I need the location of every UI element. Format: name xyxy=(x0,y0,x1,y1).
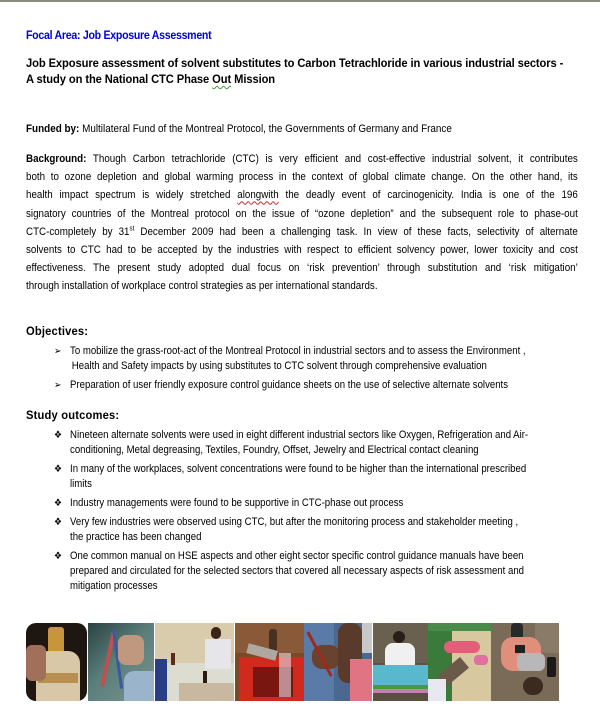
background-paragraph xyxy=(26,150,578,296)
background-text: Though Carbon tetrachloride (CTC) is very efficient and cost-effective industrial solvent, it contributes xyxy=(86,153,578,165)
list-item-text: the practice has been changed xyxy=(70,531,202,543)
background-line xyxy=(26,186,578,204)
background-line: through installation of workplace control strategies as per international standards. xyxy=(26,280,378,293)
list-item-text: limits xyxy=(70,478,92,490)
hand-brush-textile-photo xyxy=(304,623,372,701)
background-line: signatory countries of the Montreal protocol on the issue of “ozone depletion” and the subsequent role to phase-out xyxy=(26,207,578,220)
background-text: the deadly event of carcinogenicity. India is one of the 196 xyxy=(278,189,578,202)
lab-worker-photo xyxy=(155,623,234,701)
funded-by-text: Multilateral Fund of the Montreal Protocol, the Governments of Germany and France xyxy=(79,123,452,135)
list-item xyxy=(54,549,600,594)
list-item xyxy=(54,515,600,545)
list-item-text: Preparation of user friendly exposure control guidance sheets on the use of selective alternate solvents xyxy=(70,379,509,391)
objectives-list xyxy=(54,344,600,397)
arrowhead-bullet-icon: ➢ xyxy=(54,346,62,357)
funded-by-paragraph xyxy=(26,123,452,135)
title-text: A study on the National CTC Phase xyxy=(26,72,213,86)
background-text: health impact spectrum is widely stretched xyxy=(26,189,238,202)
title-line-1: Job Exposure assessment of solvent substitutes to Carbon Tetrachloride in various industrial sectors - xyxy=(26,56,564,70)
list-item-text: To mobilize the grass-root-act of the Montreal Protocol in industrial sectors and to assess the Environment , xyxy=(70,345,526,357)
diamond-bullet-icon: ❖ xyxy=(54,430,62,441)
background-line xyxy=(26,223,578,241)
list-item-text: One common manual on HSE aspects and other eight sector specific control guidance manuals have been xyxy=(70,550,524,562)
list-item xyxy=(54,378,600,393)
list-item-text: Very few industries were observed using CTC, but after the monitoring process and stakeholder meeting , xyxy=(70,516,519,528)
list-item-text: In many of the workplaces, solvent concentrations were found to be higher than the international prescribed xyxy=(70,463,527,475)
diamond-bullet-icon: ❖ xyxy=(54,551,62,562)
background-line: both to ozone depletion and global warming process in the context of global climate change. On the other hand, its xyxy=(26,171,578,184)
list-item-text: conditioning, Metal degreasing, Textiles, Foundry, Offset, Jewelry and Electrical contact cleaning xyxy=(70,444,479,456)
title-line-2 xyxy=(26,71,556,87)
list-item-text: Nineteen alternate solvents were used in eight different industrial sectors like Oxygen, Refrigeration and Air- xyxy=(70,429,529,441)
list-item-text: mitigation processes xyxy=(70,580,158,592)
title-text: Mission xyxy=(231,72,276,86)
list-item-text: prepared and circulated for the selected sectors that covered all necessary aspects of risk assessment and xyxy=(70,565,525,577)
spellcheck-word: alongwith xyxy=(237,189,279,202)
oxygen-hose-workshop-photo xyxy=(88,623,154,701)
list-item xyxy=(54,344,600,374)
background-line: solvents to CTC had to be accepted by the industries with respect to efficient solvency power, lower toxicity and cost xyxy=(26,243,578,256)
diamond-bullet-icon: ❖ xyxy=(54,464,62,475)
woman-textile-table-photo xyxy=(373,623,428,701)
background-text: CTC-completely by 31 xyxy=(26,225,130,238)
arrowhead-bullet-icon: ➢ xyxy=(54,380,62,391)
list-item-text: Health and Safety impacts by using substitutes to CTC solvent through comprehensive evaluation xyxy=(71,360,487,372)
spellcheck-word: Out xyxy=(212,72,232,86)
list-item xyxy=(54,462,600,492)
photo-strip xyxy=(26,623,566,701)
list-item-text: Industry managements were found to be supportive in CTC-phase out process xyxy=(70,497,404,509)
pink-glove-wood-photo xyxy=(428,623,491,701)
background-text: December 2009 had been a challenging task. In view of these facts, selectivity of alternate xyxy=(134,225,578,238)
funded-by-label: Funded by: xyxy=(26,123,80,135)
worker-crouching-photo xyxy=(491,623,559,701)
background-line xyxy=(26,150,578,168)
objectives-heading: Objectives: xyxy=(26,324,89,338)
background-line: effectiveness. The present study adopted dual focus on ‘risk prevention’ through substitution and ‘risk mitigation’ xyxy=(26,262,578,275)
focal-area-heading: Focal Area: Job Exposure Assessment xyxy=(26,30,212,42)
background-label: Background: xyxy=(26,153,87,165)
spray-gun-red-tank-photo xyxy=(235,623,304,701)
study-outcomes-heading: Study outcomes: xyxy=(26,408,120,422)
window-top-border xyxy=(0,0,600,2)
outcomes-list xyxy=(54,428,600,598)
list-item xyxy=(54,496,600,511)
gas-cylinder-valve-photo xyxy=(26,623,87,701)
ordinal-superscript: st xyxy=(129,225,135,233)
list-item xyxy=(54,428,600,458)
document-title xyxy=(26,55,564,87)
diamond-bullet-icon: ❖ xyxy=(54,498,62,509)
diamond-bullet-icon: ❖ xyxy=(54,517,62,528)
